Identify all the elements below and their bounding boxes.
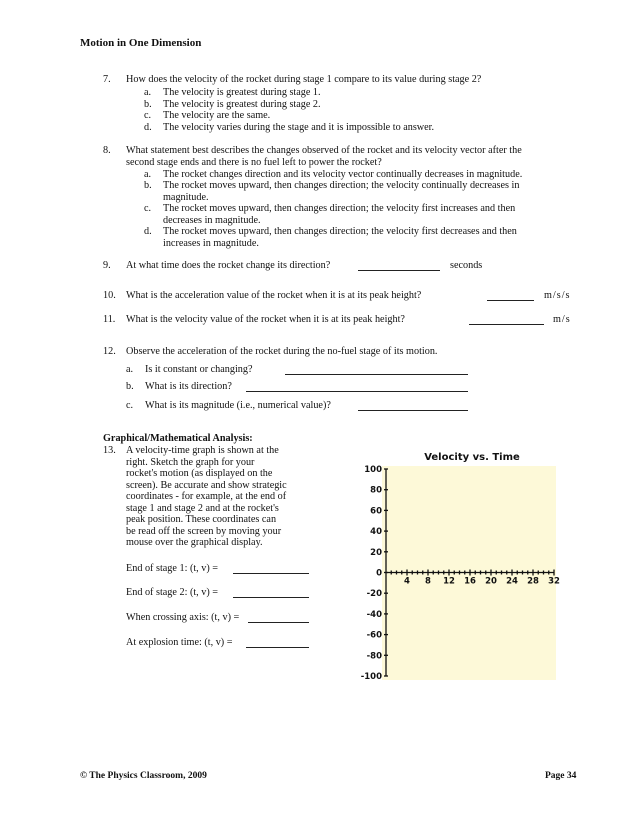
x-tick-label: 20	[485, 576, 497, 587]
option-text: The velocity is greatest during stage 2.	[163, 98, 321, 110]
x-tick-label: 32	[548, 576, 560, 587]
fill-label: End of stage 2: (t, v) =	[126, 587, 219, 598]
instruction-line: right. Sketch the graph for your	[126, 456, 255, 468]
y-tick-label: 80	[370, 485, 382, 496]
option-letter: b.	[144, 180, 152, 191]
option-text: The velocity is greatest during stage 1.	[163, 87, 321, 98]
footer-copyright: © The Physics Classroom, 2009	[80, 771, 207, 781]
analysis-instructions	[126, 445, 316, 549]
option-text-cont: increases in magnitude.	[163, 237, 259, 249]
answer-unit: m/s	[553, 314, 571, 325]
answer-blank[interactable]	[285, 364, 468, 375]
answer-blank[interactable]	[246, 637, 309, 648]
option-text-cont: decreases in magnitude.	[163, 214, 261, 226]
x-tick-label: 12	[443, 576, 455, 587]
option-letter: a.	[144, 87, 152, 98]
part-letter: c.	[126, 400, 134, 411]
y-tick-label: 100	[364, 465, 382, 475]
y-tick-label: -100	[360, 672, 382, 682]
instruction-line: coordinates - for example, at the end of	[126, 491, 287, 502]
instruction-line: mouse over the graphical display.	[126, 537, 263, 548]
answer-blank[interactable]	[487, 290, 534, 301]
y-tick-label: 40	[370, 527, 382, 538]
fill-label: When crossing axis: (t, v) =	[126, 612, 240, 623]
y-tick-label: 20	[370, 547, 382, 558]
answer-unit: seconds	[450, 260, 483, 271]
x-tick-label: 4	[404, 576, 410, 587]
option-letter: c.	[144, 203, 152, 214]
option-text-cont: magnitude.	[163, 191, 209, 203]
part-text: What is its magnitude (i.e., numerical value)?	[145, 400, 331, 411]
option-text: The rocket moves upward, then changes direction; the velocity first decreases and then	[163, 226, 517, 237]
instruction-line: be read off the screen by moving your	[126, 525, 282, 537]
answer-blank[interactable]	[233, 563, 309, 574]
question-number: 9.	[103, 260, 111, 271]
question-number: 11.	[103, 314, 116, 325]
instruction-line: rocket's motion (as displayed on the	[126, 468, 273, 479]
answer-blank[interactable]	[358, 400, 468, 411]
option-text: The rocket changes direction and its velocity vector continually decreases in magnitude.	[163, 168, 523, 180]
answer-blank[interactable]	[248, 612, 309, 623]
y-tick-label: -40	[366, 609, 382, 620]
footer-page-number: Page 34	[545, 771, 577, 781]
fill-label: End of stage 1: (t, v) =	[126, 563, 219, 574]
part-text: Is it constant or changing?	[145, 364, 253, 375]
part-text: What is its direction?	[145, 381, 232, 392]
option-letter: c.	[144, 110, 152, 121]
x-tick-label: 16	[464, 576, 476, 587]
page-header-title: Motion in One Dimension	[80, 37, 202, 49]
answer-blank[interactable]	[233, 587, 309, 598]
question-text-line1: What statement best describes the changes observed of the rocket and its velocity vector after the	[126, 145, 522, 156]
y-tick-label: 0	[376, 568, 382, 579]
question-text: What is the velocity value of the rocket when it is at its peak height?	[126, 314, 405, 325]
option-letter: b.	[144, 98, 152, 110]
answer-unit: m/s/s	[544, 290, 571, 301]
fill-label: At explosion time: (t, v) =	[126, 637, 233, 648]
option-text: The velocity are the same.	[163, 110, 271, 121]
graph-svg[interactable]	[356, 444, 562, 684]
question-number: 13.	[103, 445, 116, 456]
option-text: The rocket moves upward, then changes direction; the velocity first increases and then	[163, 203, 516, 214]
option-text: The rocket moves upward, then changes direction; the velocity continually decreases in	[163, 180, 520, 191]
answer-blank[interactable]	[469, 314, 544, 325]
instruction-line: screen). Be accurate and show strategic	[126, 479, 287, 491]
instruction-line: peak position. These coordinates can	[126, 514, 277, 525]
y-tick-labels	[361, 465, 382, 682]
question-number: 12.	[103, 346, 116, 357]
y-tick-label: -20	[366, 589, 382, 600]
x-tick-label: 8	[425, 576, 431, 587]
y-tick-label: -60	[366, 630, 382, 641]
x-tick-label: 28	[527, 576, 539, 587]
chart-title: Velocity vs. Time	[424, 452, 520, 463]
answer-blank[interactable]	[246, 381, 468, 392]
part-letter: a.	[126, 364, 134, 375]
question-number: 8.	[103, 145, 111, 156]
question-number: 10.	[103, 290, 116, 301]
option-letter: d.	[144, 121, 152, 133]
instruction-line: A velocity-time graph is shown at the	[126, 445, 279, 456]
y-tick-label: -80	[366, 651, 382, 662]
option-letter: d.	[144, 226, 152, 237]
option-letter: a.	[144, 168, 152, 180]
y-tick-label: 60	[370, 506, 382, 517]
question-text: What is the acceleration value of the rocket when it is at its peak height?	[126, 290, 422, 301]
instruction-line: stage 1 and stage 2 and at the rocket's	[126, 502, 279, 514]
velocity-time-graph[interactable]	[356, 444, 562, 684]
question-text: How does the velocity of the rocket during stage 1 compare to its value during stage 2?	[126, 74, 482, 85]
question-text: Observe the acceleration of the rocket during the no-fuel stage of its motion.	[126, 346, 438, 357]
section-heading: Graphical/Mathematical Analysis:	[103, 433, 253, 444]
part-letter: b.	[126, 381, 134, 392]
x-tick-label: 24	[506, 576, 518, 587]
question-number: 7.	[103, 74, 111, 85]
answer-blank[interactable]	[358, 260, 440, 271]
question-text-line2: second stage ends and there is no fuel left to power the rocket?	[126, 157, 382, 168]
question-text: At what time does the rocket change its direction?	[126, 260, 331, 271]
option-text: The velocity varies during the stage and it is impossible to answer.	[163, 121, 435, 133]
